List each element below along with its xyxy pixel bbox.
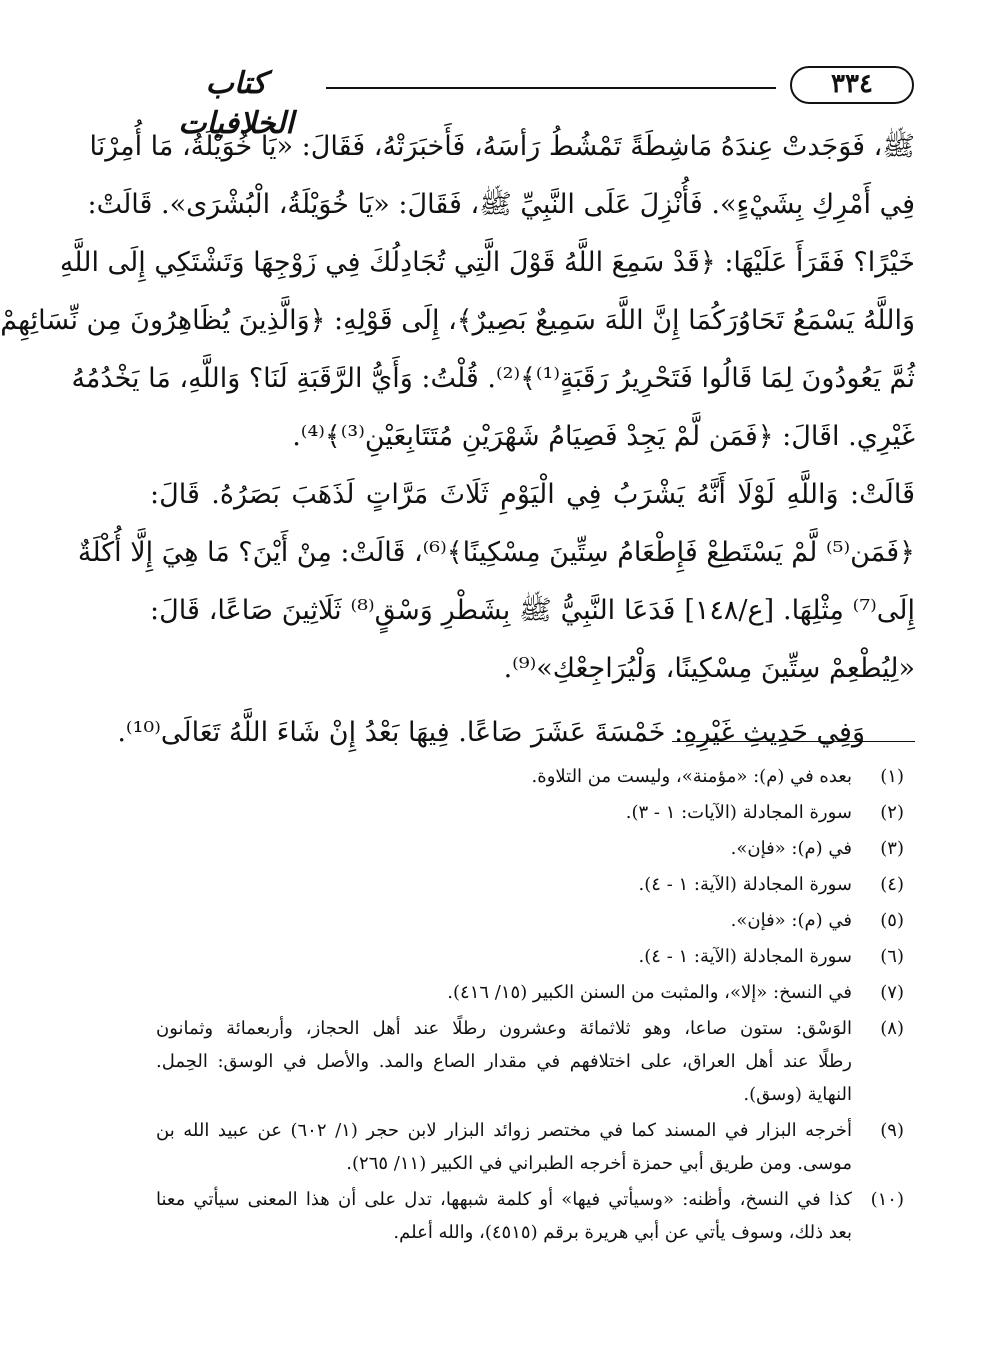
main-line: قَالَتْ: وَاللَّهِ لَوْلَا أَنَّهُ يَشْرَبُ فِي الْيَوْمِ ثَلَاثَ مَرَّاتٍ لَذَهَبَ بَصَرُهُ. قَالَ: xyxy=(150,479,915,510)
footnote-text: كذا في النسخ، وأظنه: «وسيأتي فيها» أو كلمة شبهها، تدل على أن هذا المعنى سيأتي معنا xyxy=(156,1189,852,1210)
footnote-number: (٦) xyxy=(880,946,904,967)
main-line: ﴿فَمَن⁽⁵⁾ لَّمْ يَسْتَطِعْ فَإِطْعَامُ سِتِّينَ مِسْكِينًا﴾⁽⁶⁾، قَالَتْ: مِنْ أَيْنَ؟ مَا هِيَ إِلَّا أُكْلَةٌ xyxy=(77,537,915,568)
footnote-number: (٢) xyxy=(880,802,904,823)
footnote-text: أخرجه البزار في المسند كما في مختصر زوائد البزار لابن حجر (١/ ٦٠٢) عن عبيد الله بن xyxy=(156,1120,852,1141)
footnote-number: (٨) xyxy=(880,1018,904,1039)
footnote-number: (٥) xyxy=(880,910,904,931)
footnote-text: بعد ذلك، وسوف يأتي عن أبي هريرة برقم (٤٥١٥)، والله أعلم. xyxy=(393,1222,852,1243)
footnote-text: سورة المجادلة (الآيات: ١ - ٣). xyxy=(625,802,852,823)
main-line: وَاللَّهُ يَسْمَعُ تَحَاوُرَكُمَا إِنَّ اللَّهَ سَمِيعٌ بَصِيرٌ﴾، إِلَى قَوْلِهِ: ﴿وَالَّذِينَ يُظَاهِرُونَ مِن نِّسَائِهِمْ xyxy=(0,305,915,336)
footnote-number: (٤) xyxy=(880,874,904,895)
footnote-2 xyxy=(156,796,904,829)
footnote-number: (٧) xyxy=(880,982,904,1003)
main-line: إِلَى⁽⁷⁾ مِثْلِهَا. [ع/١٤٨] فَدَعَا النَّبِيُّ ﷺ بِشَطْرِ وَسْقٍ⁽⁸⁾ ثَلَاثِينَ صَاعًا، قَالَ: xyxy=(150,595,916,626)
footnote-number: (١٠) xyxy=(870,1189,904,1210)
last-paragraph: وَفِي حَدِيثِ غَيْرِهِ: خَمْسَةَ عَشَرَ صَاعًا. فِيهَا بَعْدُ إِنْ شَاءَ اللَّهُ تَعَالَى⁽¹⁰⁾. xyxy=(117,717,865,748)
footnote-separator xyxy=(672,741,915,742)
book-title: كتاب الخلافيات xyxy=(178,66,294,141)
page-number: ٣٣٤ xyxy=(790,66,914,104)
footnote-8 xyxy=(156,1012,904,1111)
footnote-text: في النسخ: «إلا»، والمثبت من السنن الكبير (١٥/ ٤١٦). xyxy=(447,982,852,1003)
footnote-4 xyxy=(156,868,904,901)
footnote-3 xyxy=(156,832,904,865)
footnote-number: (٩) xyxy=(880,1120,904,1141)
footnote-9 xyxy=(156,1114,904,1180)
main-line: ثُمَّ يَعُودُونَ لِمَا قَالُوا فَتَحْرِيرُ رَقَبَةٍ⁽¹⁾﴾⁽²⁾. قُلْتُ: وَأَيُّ الرَّقَبَةِ لَنَا؟ وَاللَّهِ، مَا يَخْدُمُهُ xyxy=(71,363,915,394)
footnote-text: موسى. ومن طريق أبي حمزة أخرجه الطبراني في الكبير (١١/ ٢٦٥). xyxy=(346,1153,852,1174)
footnote-6 xyxy=(156,940,904,973)
main-line: خَيْرًا؟ فَقَرَأَ عَلَيْهَا: ﴿قَدْ سَمِعَ اللَّهُ قَوْلَ الَّتِي تُجَادِلُكَ فِي زَوْجِهَا وَتَشْتَكِي إِلَى اللَّهِ xyxy=(59,247,915,278)
footnote-text: بعده في (م): «مؤمنة»، وليست من التلاوة. xyxy=(531,766,852,787)
main-text xyxy=(0,118,916,762)
footnote-text: سورة المجادلة (الآية: ١ - ٤). xyxy=(638,946,852,967)
footnote-10 xyxy=(156,1183,904,1249)
main-line: ﷺ، فَوَجَدتْ عِندَهُ مَاشِطَةً تَمْشُطُ رَأسَهُ، فَأَخبَرَتْهُ، فَقَالَ: «يَا خُوَيْلَةُ، مَا أُمِرْنَا xyxy=(89,131,915,162)
footnote-5 xyxy=(156,904,904,937)
page-header xyxy=(156,62,914,141)
main-line: فِي أَمْرِكِ بِشَيْءٍ». فَأُنْزِلَ عَلَى النَّبِيِّ ﷺ، فَقَالَ: «يَا خُوَيْلَةُ، الْبُشْرَى». قَالَتْ: xyxy=(87,189,915,220)
footnote-7 xyxy=(156,976,904,1009)
header-rule xyxy=(326,87,776,89)
footnote-number: (١) xyxy=(880,766,904,787)
footnote-text: في (م): «فإن». xyxy=(730,838,852,859)
footnote-number: (٣) xyxy=(880,838,904,859)
footnote-text: الوَسْق: ستون صاعا، وهو ثلاثمائة وعشرون رطلًا عند أهل الحجاز، وأربعمائة وثمانون xyxy=(156,1018,852,1039)
footnote-text: سورة المجادلة (الآية: ١ - ٤). xyxy=(638,874,852,895)
main-line: «لِيُطْعِمْ سِتِّينَ مِسْكِينًا، وَلْيُرَاجِعْكِ»⁽⁹⁾. xyxy=(503,653,915,684)
footnotes xyxy=(156,760,904,1252)
footnote-text: رطلًا عند أهل العراق، على اختلافهم في مقدار الصاع والمد. والأصل في الوسق: الحِمل. xyxy=(156,1051,852,1072)
footnote-text: في (م): «فإن». xyxy=(730,910,852,931)
footnote-text: النهاية (وسق). xyxy=(743,1084,852,1105)
footnote-1 xyxy=(156,760,904,793)
main-line: غَيْرِي. اقَالَ: ﴿فَمَن لَّمْ يَجِدْ فَصِيَامُ شَهْرَيْنِ مُتَتَابِعَيْنِ⁽³⁾﴾⁽⁴⁾. xyxy=(292,421,915,452)
